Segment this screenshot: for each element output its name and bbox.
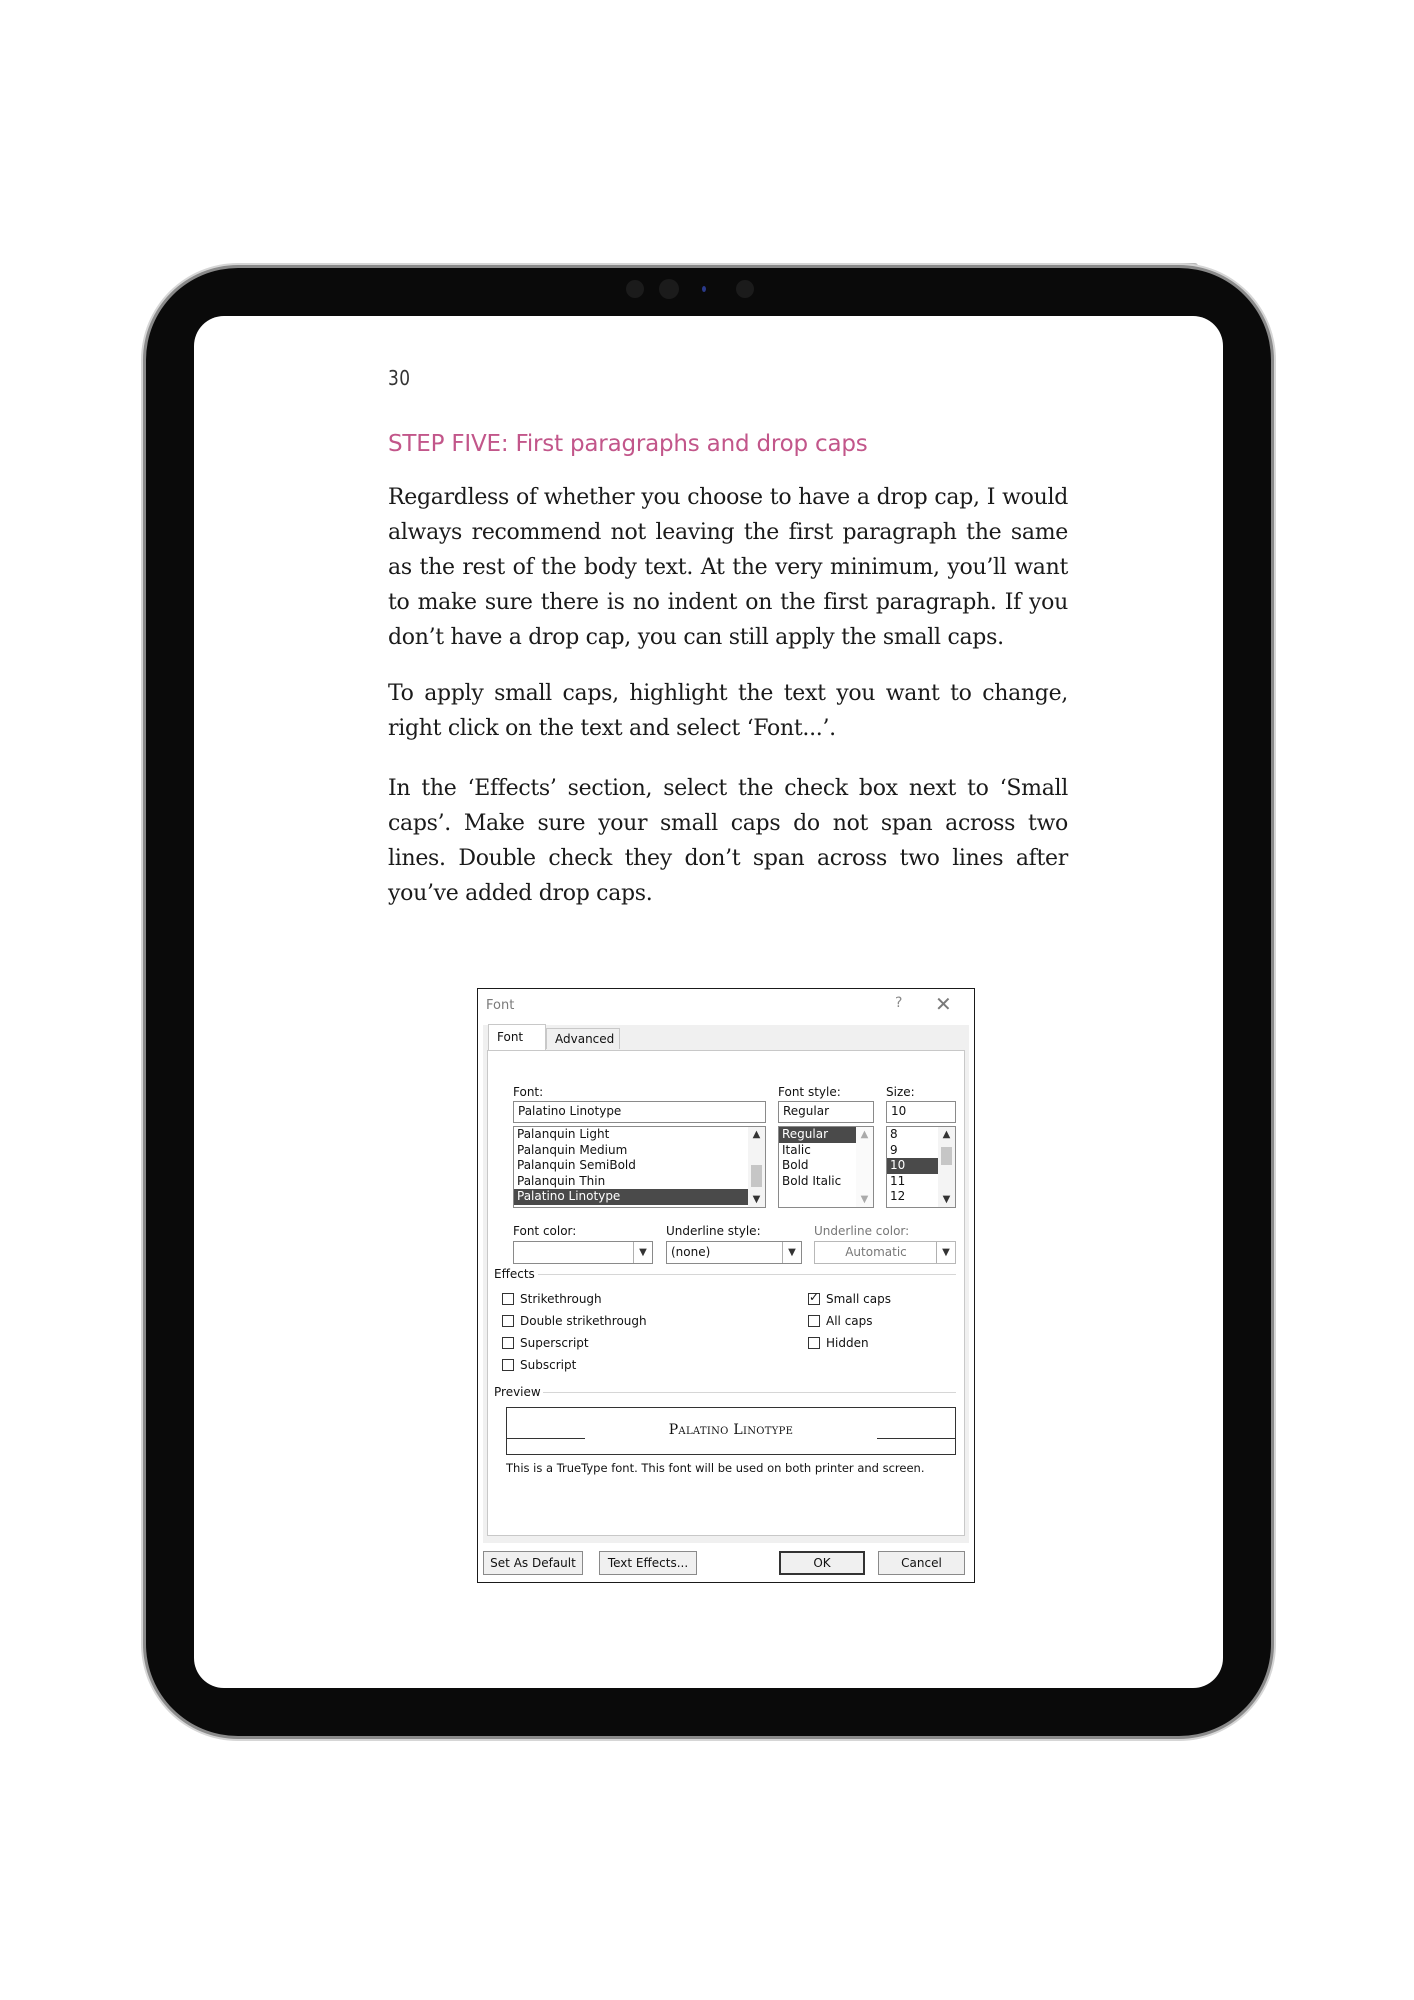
underline-color-label: Underline color: (814, 1224, 910, 1238)
checkbox-label: Subscript (520, 1358, 577, 1372)
font-list-scrollbar[interactable] (748, 1127, 765, 1207)
checkbox-box[interactable] (502, 1315, 514, 1327)
font-list[interactable] (513, 1126, 766, 1208)
font-color-label: Font color: (513, 1224, 577, 1238)
size-list-item[interactable]: 8 (890, 1127, 898, 1141)
size-label: Size: (886, 1085, 915, 1099)
superscript-checkbox[interactable] (502, 1336, 589, 1350)
checkbox-box[interactable] (502, 1293, 514, 1305)
underline-color-select[interactable] (814, 1241, 956, 1264)
scroll-thumb[interactable] (751, 1165, 762, 1187)
preview-baseline (877, 1438, 955, 1439)
text-effects-button[interactable]: Text Effects... (599, 1551, 697, 1575)
help-icon[interactable]: ? (895, 995, 903, 1011)
font-list-item[interactable]: Palanquin Light (517, 1127, 610, 1141)
preview-text: Palatino Linotype (668, 1422, 794, 1438)
underline-style-value: (none) (671, 1245, 711, 1259)
chevron-up-icon[interactable]: ▲ (860, 1129, 869, 1140)
underline-style-label: Underline style: (666, 1224, 761, 1238)
chevron-down-icon[interactable]: ▼ (860, 1194, 869, 1205)
font-input[interactable]: Palatino Linotype (513, 1101, 766, 1123)
tab-font[interactable]: Font (488, 1024, 546, 1050)
style-list-scrollbar[interactable] (856, 1127, 873, 1207)
volume-up-button (1271, 370, 1276, 420)
checkbox-label: Hidden (826, 1336, 869, 1350)
set-as-default-button[interactable]: Set As Default (483, 1551, 583, 1575)
tablet-frame (146, 268, 1271, 1736)
double-strikethrough-checkbox[interactable] (502, 1314, 647, 1328)
chevron-down-icon[interactable]: ▼ (936, 1242, 955, 1263)
cancel-button[interactable]: Cancel (878, 1551, 965, 1575)
size-list-item-selected[interactable]: 10 (887, 1158, 938, 1174)
size-list-item[interactable]: 9 (890, 1142, 898, 1157)
checkmark-icon: ✓ (809, 1290, 820, 1304)
chevron-up-icon[interactable]: ▲ (752, 1129, 761, 1140)
underline-style-select[interactable] (666, 1241, 802, 1264)
front-camera-icon (736, 280, 754, 298)
chevron-down-icon[interactable]: ▼ (782, 1242, 801, 1263)
checkbox-label: Strikethrough (520, 1292, 602, 1306)
dialog-title: Font (486, 998, 515, 1013)
effects-divider (538, 1274, 956, 1275)
font-style-list[interactable] (778, 1126, 874, 1208)
checkbox-label: Superscript (520, 1336, 589, 1350)
style-list-item[interactable]: Italic (782, 1142, 811, 1157)
style-list-item[interactable]: Bold (782, 1158, 809, 1172)
font-list-item[interactable]: Palanquin SemiBold (517, 1158, 636, 1172)
checkbox-box[interactable] (502, 1337, 514, 1349)
dialog-body (483, 1025, 969, 1543)
checkbox-box[interactable] (808, 1337, 820, 1349)
paragraph-2: To apply small caps, highlight the text you want to change, right click on the text and select ‘Font...’. (388, 681, 1068, 741)
checkbox-box[interactable] (502, 1359, 514, 1371)
tablet-screen (194, 316, 1223, 1688)
hidden-checkbox[interactable] (808, 1336, 869, 1350)
tab-advanced[interactable]: Advanced (546, 1028, 620, 1049)
preview-baseline (507, 1438, 585, 1439)
sensor-icon (659, 279, 679, 299)
chevron-up-icon[interactable]: ▲ (942, 1129, 951, 1140)
checkbox-label: All caps (826, 1314, 873, 1328)
size-input[interactable]: 10 (886, 1101, 956, 1123)
close-icon[interactable]: ✕ (935, 992, 952, 1016)
preview-box (506, 1407, 956, 1455)
sensor-icon (626, 280, 644, 298)
chevron-down-icon[interactable]: ▼ (752, 1194, 761, 1205)
checkbox-box-checked[interactable] (808, 1290, 820, 1305)
preview-divider (543, 1392, 956, 1393)
strikethrough-checkbox[interactable] (502, 1292, 602, 1306)
section-heading: STEP FIVE: First paragraphs and drop caps (388, 431, 868, 457)
style-list-item[interactable]: Bold Italic (782, 1173, 842, 1188)
ok-button[interactable]: OK (779, 1551, 865, 1575)
paragraph-1: Regardless of whether you choose to have a drop cap, I would always recommend not leaving the first paragraph the same as the rest of the body text. At the very minimum, you’ll want to make sure there is no indent on the first paragraph. If you don’t have a drop cap, you can still apply the small caps. (388, 485, 1068, 650)
subscript-checkbox[interactable] (502, 1358, 576, 1372)
font-list-item-selected[interactable]: Palatino Linotype (514, 1189, 748, 1205)
indicator-icon (702, 286, 706, 292)
style-list-item-selected[interactable]: Regular (779, 1127, 856, 1143)
checkbox-label: Double strikethrough (520, 1314, 647, 1328)
checkbox-box[interactable] (808, 1315, 820, 1327)
size-list[interactable] (886, 1126, 956, 1208)
page-number: 30 (388, 366, 411, 390)
all-caps-checkbox[interactable] (808, 1314, 873, 1328)
size-list-scrollbar[interactable] (938, 1127, 955, 1207)
paragraph-3: In the ‘Effects’ section, select the check box next to ‘Small caps’. Make sure your small caps do not span across two lines. Double check they don’t span across two lines after you’ve added drop caps. (388, 776, 1068, 906)
effects-label: Effects (494, 1267, 535, 1281)
preview-label: Preview (494, 1385, 541, 1399)
truetype-note: This is a TrueType font. This font will be used on both printer and screen. (506, 1461, 925, 1475)
font-style-label: Font style: (778, 1085, 841, 1099)
checkbox-label: Small caps (826, 1292, 891, 1306)
font-list-item[interactable]: Palanquin Medium (517, 1142, 628, 1157)
volume-down-button (1271, 430, 1276, 480)
font-color-select[interactable] (513, 1241, 653, 1264)
font-dialog (477, 988, 975, 1583)
font-list-item[interactable]: Palanquin Thin (517, 1173, 606, 1188)
small-caps-checkbox[interactable] (808, 1292, 891, 1306)
underline-color-value: Automatic (845, 1245, 907, 1259)
chevron-down-icon[interactable]: ▼ (942, 1194, 951, 1205)
size-list-item[interactable]: 12 (890, 1189, 906, 1203)
font-style-input[interactable]: Regular (778, 1101, 874, 1123)
size-list-item[interactable]: 11 (890, 1173, 906, 1188)
font-label: Font: (513, 1085, 544, 1099)
scroll-thumb[interactable] (941, 1147, 952, 1165)
font-tab-panel (487, 1050, 965, 1536)
chevron-down-icon[interactable]: ▼ (633, 1242, 652, 1263)
